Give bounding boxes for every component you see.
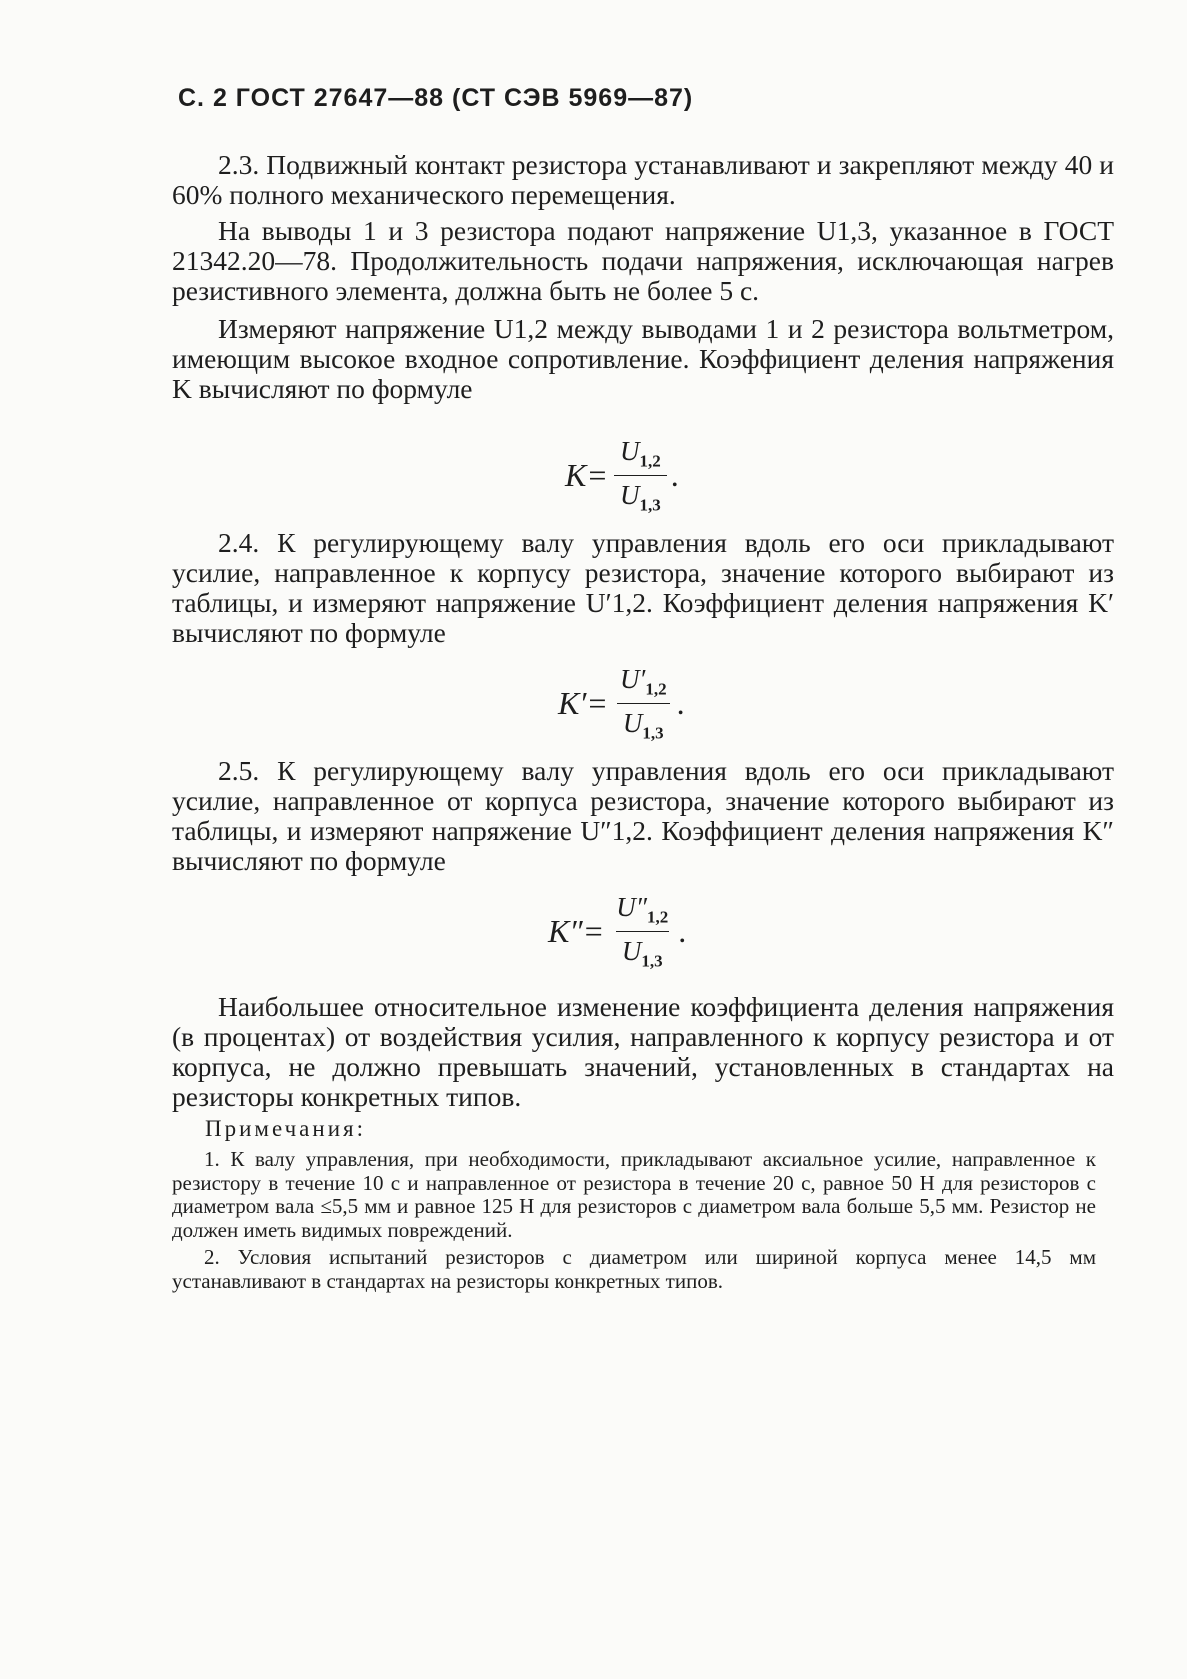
formula-k-prime-numerator: $U'_{1,2}$ (619, 664, 667, 699)
paragraph-2-3: 2.3. Подвижный контакт резистора устанавливают и закрепляют между 40 и 60% полного механического перемещения. (172, 149, 1114, 210)
formula-k-double-prime-lhs: K″= (548, 913, 605, 950)
paragraph-2-3-measure: Измеряют напряжение U1,2 между выводами 1 и 2 резистора вольтметром, имеющим высокое входное сопротивление. Коэффициент деления напряжения K вычисляют по формуле (172, 313, 1114, 404)
formula-k-numerator: $U_{1,2}$ (619, 436, 661, 471)
formula-k-double-prime-fraction (610, 892, 674, 972)
formula-k-prime-period: . (676, 685, 685, 722)
formula-k (565, 436, 679, 516)
notes (172, 1148, 1096, 1293)
formula-k-prime-denominator: $U_{1,3}$ (617, 703, 670, 743)
note-1: 1. К валу управления, при необходимости, прикладывают аксиальное усилие, направленное к резистору в течение 10 с и направленное от резистора в течение 20 с, равное 50 Н для резисторов с диаметром вала ≤5,5 мм и равное 125 Н для резисторов с диаметром вала больше 5,5 мм. Резистор не должен иметь видимых повреждений. (172, 1147, 1096, 1242)
section-2-4 (172, 528, 1114, 648)
paragraph-2-5: 2.5. К регулирующему валу управления вдоль его оси прикладывают усилие, направленное от корпуса резистора, значение которого выбирают из таблицы, и измеряют напряжение U″1,2. Коэффициент деления напряжения K″ вычисляют по формуле (172, 755, 1114, 876)
formula-k-double-prime-numerator: $U''_{1,2}$ (616, 892, 669, 927)
formula-k-prime-fraction (614, 664, 673, 744)
section-conclusion (172, 992, 1114, 1112)
formula-k-double-prime-denominator: $U_{1,3}$ (616, 931, 669, 971)
formula-k-denominator: $U_{1,3}$ (614, 475, 667, 515)
formula-k-period: . (670, 457, 679, 494)
notes-title: Примечания: (205, 1116, 366, 1141)
section-2-3 (172, 150, 1114, 404)
formula-k-prime-lhs: K′= (558, 685, 608, 722)
note-2: 2. Условия испытаний резисторов с диаметром или шириной корпуса менее 14,5 мм устанавливают в стандартах на резисторы конкретных типов. (172, 1245, 1096, 1293)
formula-k-double-prime-period: . (678, 913, 687, 950)
page-header: С. 2 ГОСТ 27647—88 (СТ СЭВ 5969—87) (178, 84, 694, 112)
paragraph-2-3-voltage: На выводы 1 и 3 резистора подают напряжение U1,3, указанное в ГОСТ 21342.20—78. Продолжительность подачи напряжения, исключающая нагрев резистивного элемента, должна быть не более 5 с. (172, 215, 1114, 306)
formula-k-prime (558, 664, 685, 744)
paragraph-2-4: 2.4. К регулирующему валу управления вдоль его оси прикладывают усилие, направленное к корпусу резистора, значение которого выбирают из таблицы, и измеряют напряжение U′1,2. Коэффициент деления напряжения K′ вычисляют по формуле (172, 527, 1114, 648)
section-2-5 (172, 756, 1114, 876)
formula-k-lhs: K= (565, 457, 608, 494)
formula-k-double-prime (548, 892, 686, 972)
formula-k-fraction (614, 436, 667, 516)
paragraph-conclusion: Наибольшее относительное изменение коэффициента деления напряжения (в процентах) от воздействия усилия, направленного к корпусу резистора и от корпуса, не должно превышать значений, установленных в стандартах на резисторы конкретных типов. (172, 991, 1114, 1112)
